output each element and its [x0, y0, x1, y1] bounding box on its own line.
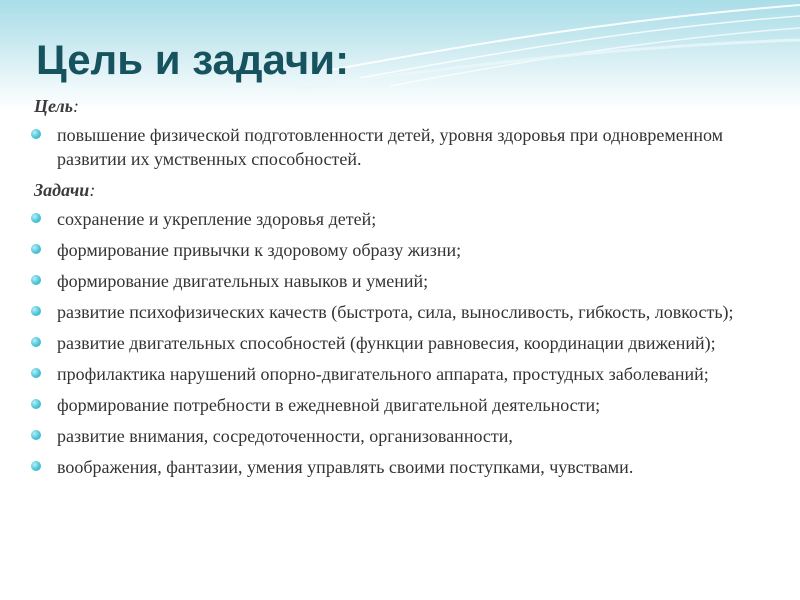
task-list-item	[28, 331, 788, 355]
task-list-item	[28, 393, 788, 417]
circle-bullet-icon	[31, 275, 41, 285]
task-item-text: сохранение и укрепление здоровья детей;	[57, 209, 377, 229]
task-item-text: формирование потребности в ежедневной двигательной деятельности;	[57, 395, 601, 415]
goal-heading: Цель:	[34, 96, 80, 116]
goal-item-text: повышение физической подготовленности детей, уровня здоровья при одновременном развитии их умственных способностей.	[57, 125, 724, 169]
task-item-text: формирование привычки к здоровому образу жизни;	[57, 240, 462, 260]
task-item-text: развитие психофизических качеств (быстрота, сила, выносливость, гибкость, ловкость);	[57, 302, 734, 322]
task-item-text: воображения, фантазии, умения управлять своими поступками, чувствами.	[57, 457, 634, 477]
task-item-text: развитие внимания, сосредоточенности, организованности,	[57, 426, 513, 446]
task-item-text: формирование двигательных навыков и умений;	[57, 271, 429, 291]
circle-bullet-icon	[31, 244, 41, 254]
circle-bullet-icon	[31, 337, 41, 347]
task-list-item	[28, 238, 788, 262]
tasks-heading-label: Задачи	[34, 180, 90, 200]
task-list-item	[28, 207, 788, 231]
tasks-heading: Задачи:	[34, 180, 96, 200]
goal-heading-label: Цель	[34, 96, 74, 116]
task-list-item	[28, 300, 788, 324]
circle-bullet-icon	[31, 399, 41, 409]
task-list-item	[28, 455, 788, 479]
slide-title: Цель и задачи:	[36, 36, 350, 83]
task-item-text: профилактика нарушений опорно-двигательного аппарата, простудных заболеваний;	[57, 364, 709, 384]
task-list-item	[28, 362, 788, 386]
circle-bullet-icon	[31, 430, 41, 440]
circle-bullet-icon	[31, 213, 41, 223]
task-list-item	[28, 424, 788, 448]
circle-bullet-icon	[31, 461, 41, 471]
circle-bullet-icon	[31, 368, 41, 378]
circle-bullet-icon	[31, 306, 41, 316]
goal-list-item	[28, 123, 788, 171]
task-list-item	[28, 269, 788, 293]
slide-content	[28, 94, 788, 486]
task-item-text: развитие двигательных способностей (функции равновесия, координации движений);	[57, 333, 716, 353]
circle-bullet-icon	[31, 129, 41, 139]
